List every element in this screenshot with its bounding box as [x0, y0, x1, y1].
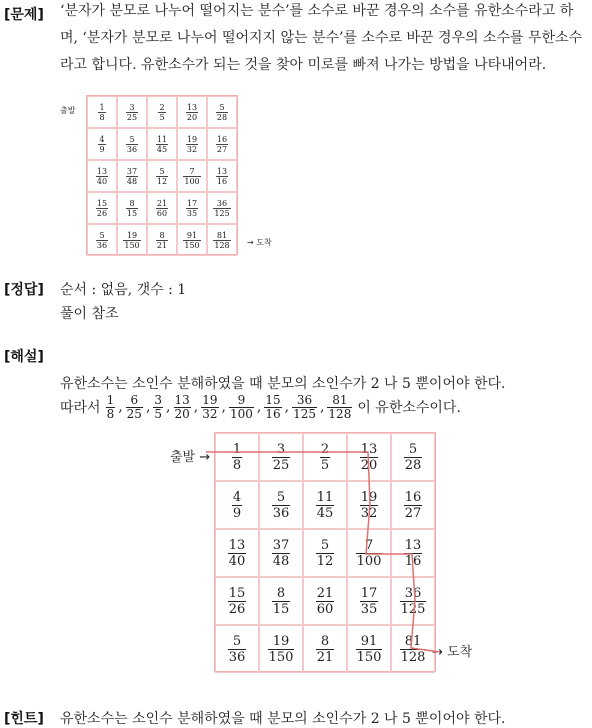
denominator: 35 — [186, 208, 198, 218]
numerator: 5 — [408, 441, 418, 457]
numerator: 1 — [106, 392, 115, 407]
separator: , — [193, 399, 199, 415]
denominator: 26 — [228, 601, 246, 617]
denominator: 16 — [265, 406, 281, 421]
separator: , — [221, 399, 226, 415]
denominator: 125 — [400, 601, 426, 617]
denominator: 45 — [316, 505, 334, 521]
numerator: 6 — [130, 392, 139, 407]
numerator: 8 — [129, 198, 135, 208]
separator: , — [166, 399, 171, 415]
denominator: 27 — [216, 144, 228, 154]
numerator: 5 — [129, 134, 135, 144]
explanation-suffix: 이 유한소수이다. — [357, 400, 461, 416]
hint-text: 유한소수는 소인수 분해하였을 때 분모의 소인수가 2 나 5 뿐이어야 한다. — [60, 711, 506, 727]
maze-cell — [303, 529, 347, 577]
numerator: 4 — [232, 489, 242, 505]
maze-solution — [214, 432, 436, 672]
denominator: 9 — [99, 144, 105, 154]
maze-cell — [215, 625, 259, 673]
hint-tag: [힌트] — [4, 711, 44, 727]
numerator: 8 — [276, 585, 286, 601]
cell-fraction — [126, 103, 138, 122]
numerator: 36 — [296, 392, 313, 407]
denominator: 27 — [404, 505, 422, 521]
denominator: 36 — [126, 144, 138, 154]
denominator: 20 — [186, 112, 198, 122]
cell-fraction — [360, 490, 379, 521]
numerator: 19 — [360, 489, 378, 505]
denominator: 21 — [316, 649, 334, 665]
maze-cell — [147, 96, 177, 128]
denominator: 5 — [159, 112, 165, 122]
numerator: 37 — [126, 166, 138, 176]
cell-fraction — [272, 538, 291, 569]
maze-cell — [347, 529, 391, 577]
maze-cell — [87, 192, 117, 224]
maze-solution-end-text: 도착 — [447, 645, 473, 660]
cell-fraction — [272, 490, 291, 521]
denominator: 48 — [126, 176, 138, 186]
numerator: 81 — [404, 633, 422, 649]
cell-fraction — [316, 586, 335, 617]
numerator: 8 — [320, 633, 330, 649]
denominator: 100 — [356, 553, 382, 569]
maze-cell — [391, 433, 435, 481]
maze-cell — [117, 192, 147, 224]
maze-solution-start-label: 출발 → — [170, 450, 211, 465]
denominator: 40 — [228, 553, 246, 569]
numerator: 5 — [219, 102, 225, 112]
denominator: 15 — [272, 601, 290, 617]
explanation-line-2 — [60, 389, 461, 425]
cell-fraction — [216, 167, 228, 186]
maze-cell — [391, 481, 435, 529]
numerator: 7 — [189, 166, 195, 176]
numerator: 13 — [228, 537, 246, 553]
answer-tag: [정답] — [4, 282, 44, 298]
cell-fraction — [96, 199, 108, 218]
denominator: 36 — [228, 649, 246, 665]
denominator: 16 — [404, 553, 422, 569]
denominator: 15 — [126, 208, 138, 218]
denominator: 36 — [272, 505, 290, 521]
cell-fraction — [96, 167, 108, 186]
numerator: 5 — [99, 230, 105, 240]
denominator: 25 — [126, 406, 142, 421]
cell-fraction — [228, 586, 247, 617]
cell-fraction — [228, 538, 247, 569]
cell-fraction — [216, 103, 228, 122]
numerator: 16 — [216, 134, 228, 144]
numerator: 4 — [99, 134, 105, 144]
numerator: 19 — [126, 230, 138, 240]
finite-fraction — [327, 394, 352, 421]
numerator: 81 — [332, 392, 348, 407]
maze-cell — [303, 481, 347, 529]
numerator: 5 — [320, 537, 330, 553]
denominator: 128 — [214, 240, 230, 250]
denominator: 25 — [126, 112, 138, 122]
separator: , — [118, 399, 123, 415]
maze-cell — [117, 96, 147, 128]
cell-fraction — [268, 634, 295, 665]
numerator: 13 — [186, 102, 198, 112]
numerator: 16 — [404, 489, 422, 505]
maze-cell — [303, 625, 347, 673]
numerator: 21 — [316, 585, 334, 601]
maze-problem-end-label: → 도착 — [247, 238, 272, 247]
separator: , — [256, 399, 262, 415]
maze-cell — [215, 433, 259, 481]
maze-cell — [177, 128, 207, 160]
numerator: 8 — [159, 230, 165, 240]
maze-solution-end-label: → 도착 — [432, 645, 473, 660]
maze-cell — [147, 224, 177, 256]
denominator: 21 — [156, 240, 168, 250]
problem-tag: [문제] — [4, 7, 44, 23]
numerator: 81 — [216, 230, 228, 240]
cell-fraction — [126, 199, 138, 218]
numerator: 36 — [404, 585, 422, 601]
maze-cell — [347, 433, 391, 481]
denominator: 32 — [186, 144, 198, 154]
numerator: 21 — [156, 198, 168, 208]
cell-fraction — [316, 490, 335, 521]
denominator: 48 — [272, 553, 290, 569]
maze-problem-start-label: 출발 — [60, 106, 76, 115]
maze-cell — [303, 433, 347, 481]
numerator: 91 — [186, 230, 198, 240]
cell-fraction — [98, 103, 105, 122]
denominator: 36 — [96, 240, 108, 250]
maze-cell — [347, 625, 391, 673]
maze-cell — [391, 529, 435, 577]
explanation-fraction-list — [105, 394, 354, 421]
cell-fraction — [360, 586, 379, 617]
cell-fraction — [404, 538, 423, 569]
maze-cell — [207, 224, 237, 256]
maze-cell — [117, 128, 147, 160]
denominator: 32 — [360, 505, 378, 521]
denominator: 8 — [106, 406, 115, 421]
numerator: 13 — [360, 441, 378, 457]
maze-cell — [177, 160, 207, 192]
cell-fraction — [156, 231, 168, 250]
denominator: 5 — [320, 457, 330, 473]
denominator: 25 — [272, 457, 290, 473]
cell-fraction — [404, 442, 423, 473]
denominator: 28 — [216, 112, 228, 122]
maze-cell — [391, 625, 435, 673]
maze-problem — [86, 95, 238, 255]
maze-cell — [391, 577, 435, 625]
separator: , — [284, 399, 290, 415]
denominator: 32 — [202, 406, 218, 421]
cell-fraction — [216, 135, 228, 154]
denominator: 150 — [124, 240, 140, 250]
numerator: 5 — [276, 489, 286, 505]
maze-cell — [177, 224, 207, 256]
numerator: 13 — [216, 166, 228, 176]
finite-fraction — [292, 394, 317, 421]
maze-cell — [215, 577, 259, 625]
denominator: 16 — [216, 176, 228, 186]
maze-cell — [147, 128, 177, 160]
numerator: 3 — [129, 102, 135, 112]
maze-cell — [87, 128, 117, 160]
cell-fraction — [183, 231, 200, 250]
cell-fraction — [96, 231, 108, 250]
cell-fraction — [228, 634, 247, 665]
cell-fraction — [186, 199, 198, 218]
cell-fraction — [400, 634, 427, 665]
denominator: 26 — [96, 208, 108, 218]
cell-fraction — [156, 135, 168, 154]
cell-fraction — [316, 538, 335, 569]
maze-cell — [87, 224, 117, 256]
cell-fraction — [98, 135, 105, 154]
maze-cell — [87, 96, 117, 128]
maze-cell — [347, 577, 391, 625]
denominator: 12 — [316, 553, 334, 569]
numerator: 11 — [156, 134, 168, 144]
cell-fraction — [404, 490, 423, 521]
denominator: 128 — [400, 649, 426, 665]
numerator: 1 — [99, 102, 105, 112]
maze-cell — [259, 481, 303, 529]
problem-text: ‘분자가 분모로 나누어 떨어지는 분수’를 소수로 바꾼 경우의 소수를 유한소수라고 하며, ‘분자가 분모로 나누어 떨어지지 않는 분수’를 소수로 바꾼 경우의 소수를 무한소수라고 합니다. 유한소수가 되는 것을 찾아 미로를 빠져 나가는 방법을 나타내어라. — [60, 3, 583, 73]
numerator: 19 — [186, 134, 198, 144]
cell-fraction — [232, 490, 242, 521]
numerator: 11 — [316, 489, 334, 505]
maze-cell — [87, 160, 117, 192]
denominator: 128 — [328, 406, 352, 421]
maze-cell — [207, 96, 237, 128]
maze-cell — [117, 160, 147, 192]
numerator: 1 — [232, 441, 242, 457]
maze-cell — [207, 128, 237, 160]
explanation-prefix: 따라서 — [60, 400, 101, 416]
numerator: 2 — [159, 102, 165, 112]
numerator: 37 — [272, 537, 290, 553]
denominator: 40 — [96, 176, 108, 186]
denominator: 8 — [232, 457, 242, 473]
numerator: 13 — [174, 392, 190, 407]
maze-cell — [207, 192, 237, 224]
denominator: 60 — [156, 208, 168, 218]
numerator: 3 — [276, 441, 286, 457]
explanation-tag: [해설] — [4, 349, 44, 365]
denominator: 8 — [99, 112, 105, 122]
cell-fraction — [232, 442, 242, 473]
finite-fraction — [126, 394, 143, 421]
denominator: 20 — [360, 457, 378, 473]
cell-fraction — [126, 167, 138, 186]
finite-fraction — [264, 394, 281, 421]
numerator: 15 — [96, 198, 108, 208]
denominator: 28 — [404, 457, 422, 473]
cell-fraction — [156, 199, 168, 218]
cell-fraction — [316, 634, 335, 665]
cell-fraction — [213, 199, 230, 218]
numerator: 5 — [232, 633, 242, 649]
maze-cell — [215, 481, 259, 529]
numerator: 7 — [364, 537, 374, 553]
maze-cell — [147, 192, 177, 224]
denominator: 45 — [156, 144, 168, 154]
maze-solution-start-text: 출발 — [170, 450, 196, 465]
denominator: 125 — [293, 406, 316, 421]
numerator: 9 — [237, 392, 246, 407]
cell-fraction — [400, 586, 427, 617]
denominator: 100 — [229, 406, 253, 421]
finite-fraction — [106, 394, 116, 421]
cell-fraction — [186, 135, 198, 154]
separator: , — [319, 399, 325, 415]
cell-fraction — [320, 442, 330, 473]
numerator: 19 — [202, 392, 218, 407]
denominator: 12 — [156, 176, 168, 186]
numerator: 15 — [228, 585, 246, 601]
denominator: 150 — [356, 649, 382, 665]
maze-problem-end-text: 도착 — [256, 238, 272, 247]
denominator: 9 — [232, 505, 242, 521]
numerator: 19 — [272, 633, 290, 649]
cell-fraction — [356, 538, 383, 569]
numerator: 13 — [96, 166, 108, 176]
cell-fraction — [186, 103, 198, 122]
maze-cell — [259, 577, 303, 625]
denominator: 20 — [174, 406, 190, 421]
denominator: 5 — [154, 406, 163, 421]
cell-fraction — [213, 231, 230, 250]
maze-cell — [215, 529, 259, 577]
denominator: 35 — [360, 601, 378, 617]
finite-fraction — [153, 394, 163, 421]
numerator: 13 — [404, 537, 422, 553]
numerator: 5 — [159, 166, 165, 176]
explanation-line-1: 유한소수는 소인수 분해하였을 때 분모의 소인수가 2 나 5 뿐이어야 한다. — [60, 376, 506, 392]
maze-cell — [177, 96, 207, 128]
cell-fraction — [272, 442, 291, 473]
cell-fraction — [360, 442, 379, 473]
maze-cell — [259, 529, 303, 577]
finite-fraction — [201, 394, 218, 421]
separator: , — [145, 399, 151, 415]
maze-cell — [147, 160, 177, 192]
answer-line-2: 풀이 참조 — [60, 306, 119, 322]
denominator: 60 — [316, 601, 334, 617]
maze-cell — [259, 625, 303, 673]
finite-fraction — [229, 394, 254, 421]
numerator: 15 — [265, 392, 281, 407]
cell-fraction — [126, 135, 138, 154]
maze-cell — [347, 481, 391, 529]
denominator: 150 — [184, 240, 200, 250]
maze-cell — [303, 577, 347, 625]
denominator: 125 — [214, 208, 230, 218]
denominator: 150 — [268, 649, 294, 665]
maze-cell — [207, 160, 237, 192]
numerator: 36 — [216, 198, 228, 208]
cell-fraction — [158, 103, 165, 122]
maze-cell — [177, 192, 207, 224]
maze-cell — [117, 224, 147, 256]
answer-line-1: 순서 : 없음, 갯수 : 1 — [60, 282, 187, 298]
cell-fraction — [183, 167, 200, 186]
cell-fraction — [272, 586, 291, 617]
numerator: 3 — [154, 392, 163, 407]
numerator: 91 — [360, 633, 378, 649]
cell-fraction — [156, 167, 168, 186]
cell-fraction — [123, 231, 140, 250]
cell-fraction — [356, 634, 383, 665]
numerator: 17 — [360, 585, 378, 601]
maze-cell — [259, 433, 303, 481]
finite-fraction — [174, 394, 191, 421]
numerator: 2 — [320, 441, 330, 457]
denominator: 100 — [184, 176, 200, 186]
numerator: 17 — [186, 198, 198, 208]
